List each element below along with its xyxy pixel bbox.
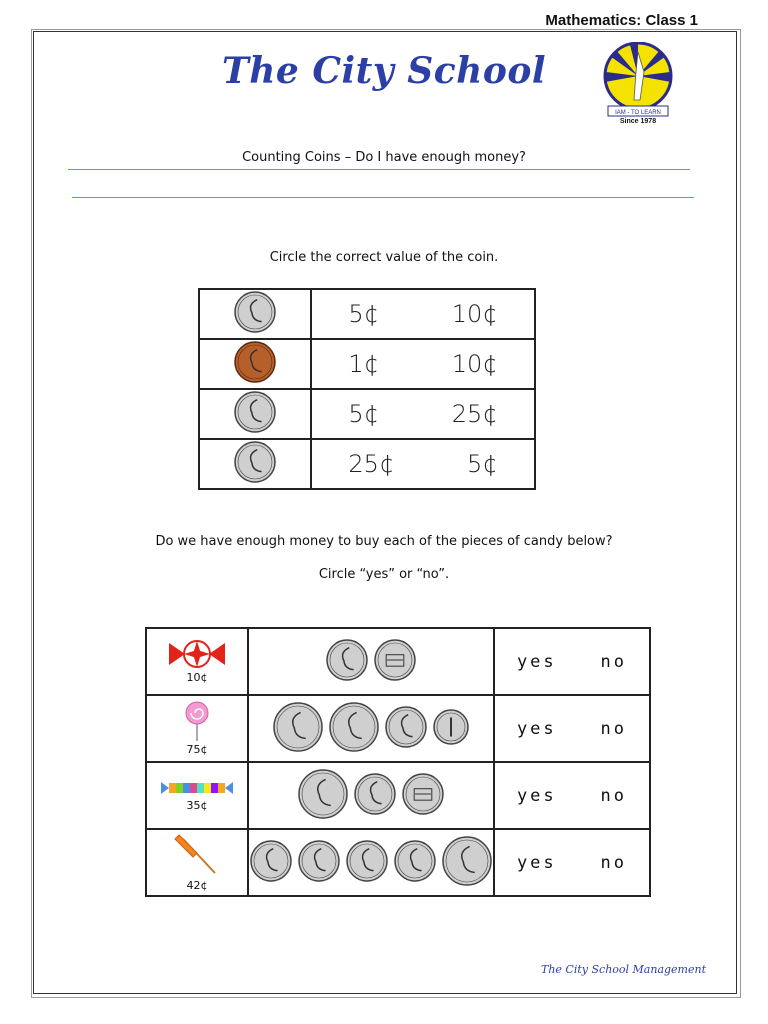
- nickel-icon: [233, 469, 277, 488]
- coin-option[interactable]: 25¢: [451, 400, 498, 428]
- nickel-icon: [325, 638, 369, 686]
- nickel-icon: [441, 835, 493, 891]
- no-option[interactable]: no: [600, 852, 628, 873]
- coin-value-table: [198, 288, 536, 490]
- coin-options-cell: [311, 389, 535, 439]
- writing-line: [68, 169, 690, 170]
- candy-row: [146, 628, 650, 695]
- nickel-icon: [297, 839, 341, 887]
- quarter-icon: [233, 419, 277, 438]
- nickel-icon: [393, 839, 437, 887]
- candy-price: 75¢: [186, 743, 208, 756]
- no-option[interactable]: no: [600, 651, 628, 672]
- yes-option[interactable]: yes: [516, 651, 557, 672]
- candy-cell: [146, 829, 248, 896]
- instruction-circle: Circle “yes” or “no”.: [318, 567, 450, 582]
- candy-cell: [146, 762, 248, 829]
- coin-cell: [199, 289, 311, 339]
- coin-options-cell: [311, 439, 535, 489]
- coin-cell: [199, 389, 311, 439]
- coin-cell: [199, 439, 311, 489]
- logo-since: Since 1978: [619, 118, 657, 125]
- answer-cell: [494, 762, 650, 829]
- logo-motto: IAM - TO LEARN: [615, 110, 661, 116]
- candy-cell: [146, 628, 248, 695]
- nickel-icon: [249, 839, 293, 887]
- coin-option[interactable]: 1¢: [348, 350, 379, 378]
- candy-row: [146, 695, 650, 762]
- footer-text: The City School Management: [541, 963, 706, 976]
- writing-line: [72, 197, 694, 198]
- nickel-back-icon: [373, 638, 417, 686]
- nickel-back-icon: [401, 772, 445, 820]
- quarter-icon: [272, 701, 324, 757]
- candy-price: 42¢: [186, 879, 208, 892]
- yes-option[interactable]: yes: [516, 852, 557, 873]
- no-option[interactable]: no: [600, 785, 628, 806]
- quarter-icon: [328, 701, 380, 757]
- instruction-enough-money: Do we have enough money to buy each of the pieces of candy below?: [155, 534, 613, 549]
- coin-option[interactable]: 5¢: [467, 450, 498, 478]
- coin-cell: [199, 339, 311, 389]
- answer-cell: [494, 695, 650, 762]
- class-label: Mathematics: Class 1: [545, 12, 698, 29]
- coins-cell: [248, 628, 494, 695]
- coins-cell: [248, 762, 494, 829]
- quarter-icon: [297, 768, 349, 824]
- coin-row: [199, 289, 535, 339]
- coin-options-cell: [311, 289, 535, 339]
- school-title: The City School: [221, 50, 547, 92]
- coin-option[interactable]: 10¢: [451, 300, 498, 328]
- worksheet-subtitle: Counting Coins – Do I have enough money?: [242, 150, 526, 165]
- instruction-coin-value: Circle the correct value of the coin.: [269, 250, 499, 265]
- school-logo-icon: [600, 42, 676, 130]
- candy-table: [145, 627, 651, 897]
- coin-option[interactable]: 5¢: [348, 300, 379, 328]
- coin-option[interactable]: 5¢: [348, 400, 379, 428]
- answer-cell: [494, 628, 650, 695]
- no-option[interactable]: no: [600, 718, 628, 739]
- yes-option[interactable]: yes: [516, 785, 557, 806]
- coin-row: [199, 439, 535, 489]
- dime-icon: [432, 708, 470, 750]
- coin-row: [199, 389, 535, 439]
- candy-price: 10¢: [186, 671, 208, 684]
- nickel-icon: [233, 319, 277, 338]
- nickel-icon: [345, 839, 389, 887]
- coin-options-cell: [311, 339, 535, 389]
- answer-cell: [494, 829, 650, 896]
- candy-cell: [146, 695, 248, 762]
- coin-option[interactable]: 10¢: [451, 350, 498, 378]
- penny-icon: [233, 369, 277, 388]
- candy-row: [146, 829, 650, 896]
- yes-option[interactable]: yes: [516, 718, 557, 739]
- nickel-icon: [384, 705, 428, 753]
- candy-row: [146, 762, 650, 829]
- coin-row: [199, 339, 535, 389]
- nickel-icon: [353, 772, 397, 820]
- coins-cell: [248, 829, 494, 896]
- coins-cell: [248, 695, 494, 762]
- candy-price: 35¢: [186, 799, 208, 812]
- coin-option[interactable]: 25¢: [348, 450, 395, 478]
